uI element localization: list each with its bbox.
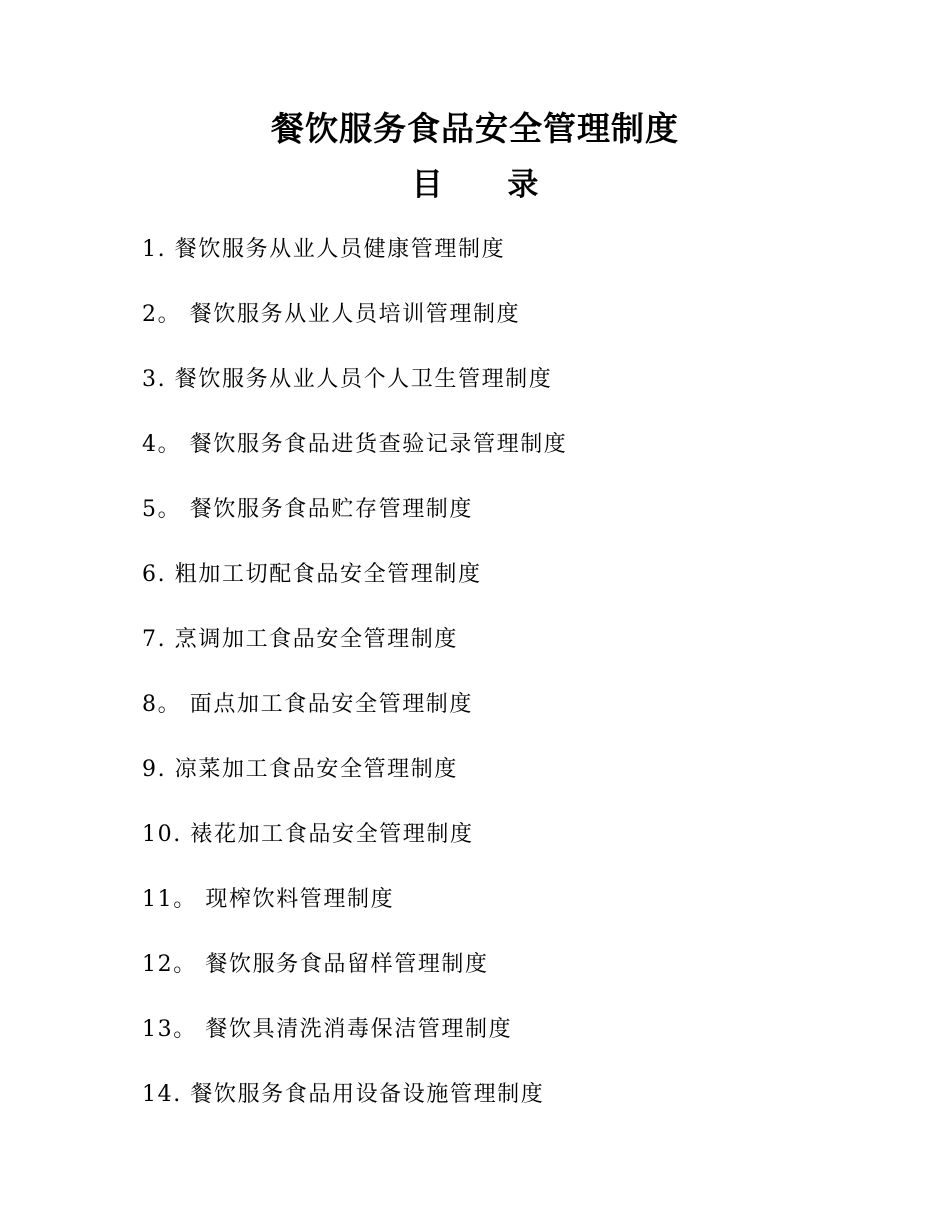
toc-item: 9. 凉菜加工食品安全管理制度: [142, 757, 458, 782]
toc-item: 7. 烹调加工食品安全管理制度: [142, 627, 458, 652]
toc-item: 11。 现榨饮料管理制度: [142, 887, 395, 912]
toc-heading: 目 录: [411, 167, 539, 203]
toc-item: 2。 餐饮服务从业人员培训管理制度: [142, 302, 521, 327]
toc-item: 6. 粗加工切配食品安全管理制度: [142, 562, 482, 587]
toc-item: 10. 裱花加工食品安全管理制度: [142, 822, 474, 847]
toc-item: 5。 餐饮服务食品贮存管理制度: [142, 497, 473, 522]
toc-item: 12。 餐饮服务食品留样管理制度: [142, 952, 489, 977]
toc-item: 1. 餐饮服务从业人员健康管理制度: [142, 237, 506, 262]
document-title: 餐饮服务食品安全管理制度: [271, 109, 679, 148]
toc-item: 14. 餐饮服务食品用设备设施管理制度: [142, 1082, 545, 1107]
toc-item: 13。 餐饮具清洗消毒保洁管理制度: [142, 1017, 513, 1042]
toc-item: 4。 餐饮服务食品进货查验记录管理制度: [142, 432, 568, 457]
toc-item: 3. 餐饮服务从业人员个人卫生管理制度: [142, 367, 553, 392]
toc-item: 8。 面点加工食品安全管理制度: [142, 692, 473, 717]
